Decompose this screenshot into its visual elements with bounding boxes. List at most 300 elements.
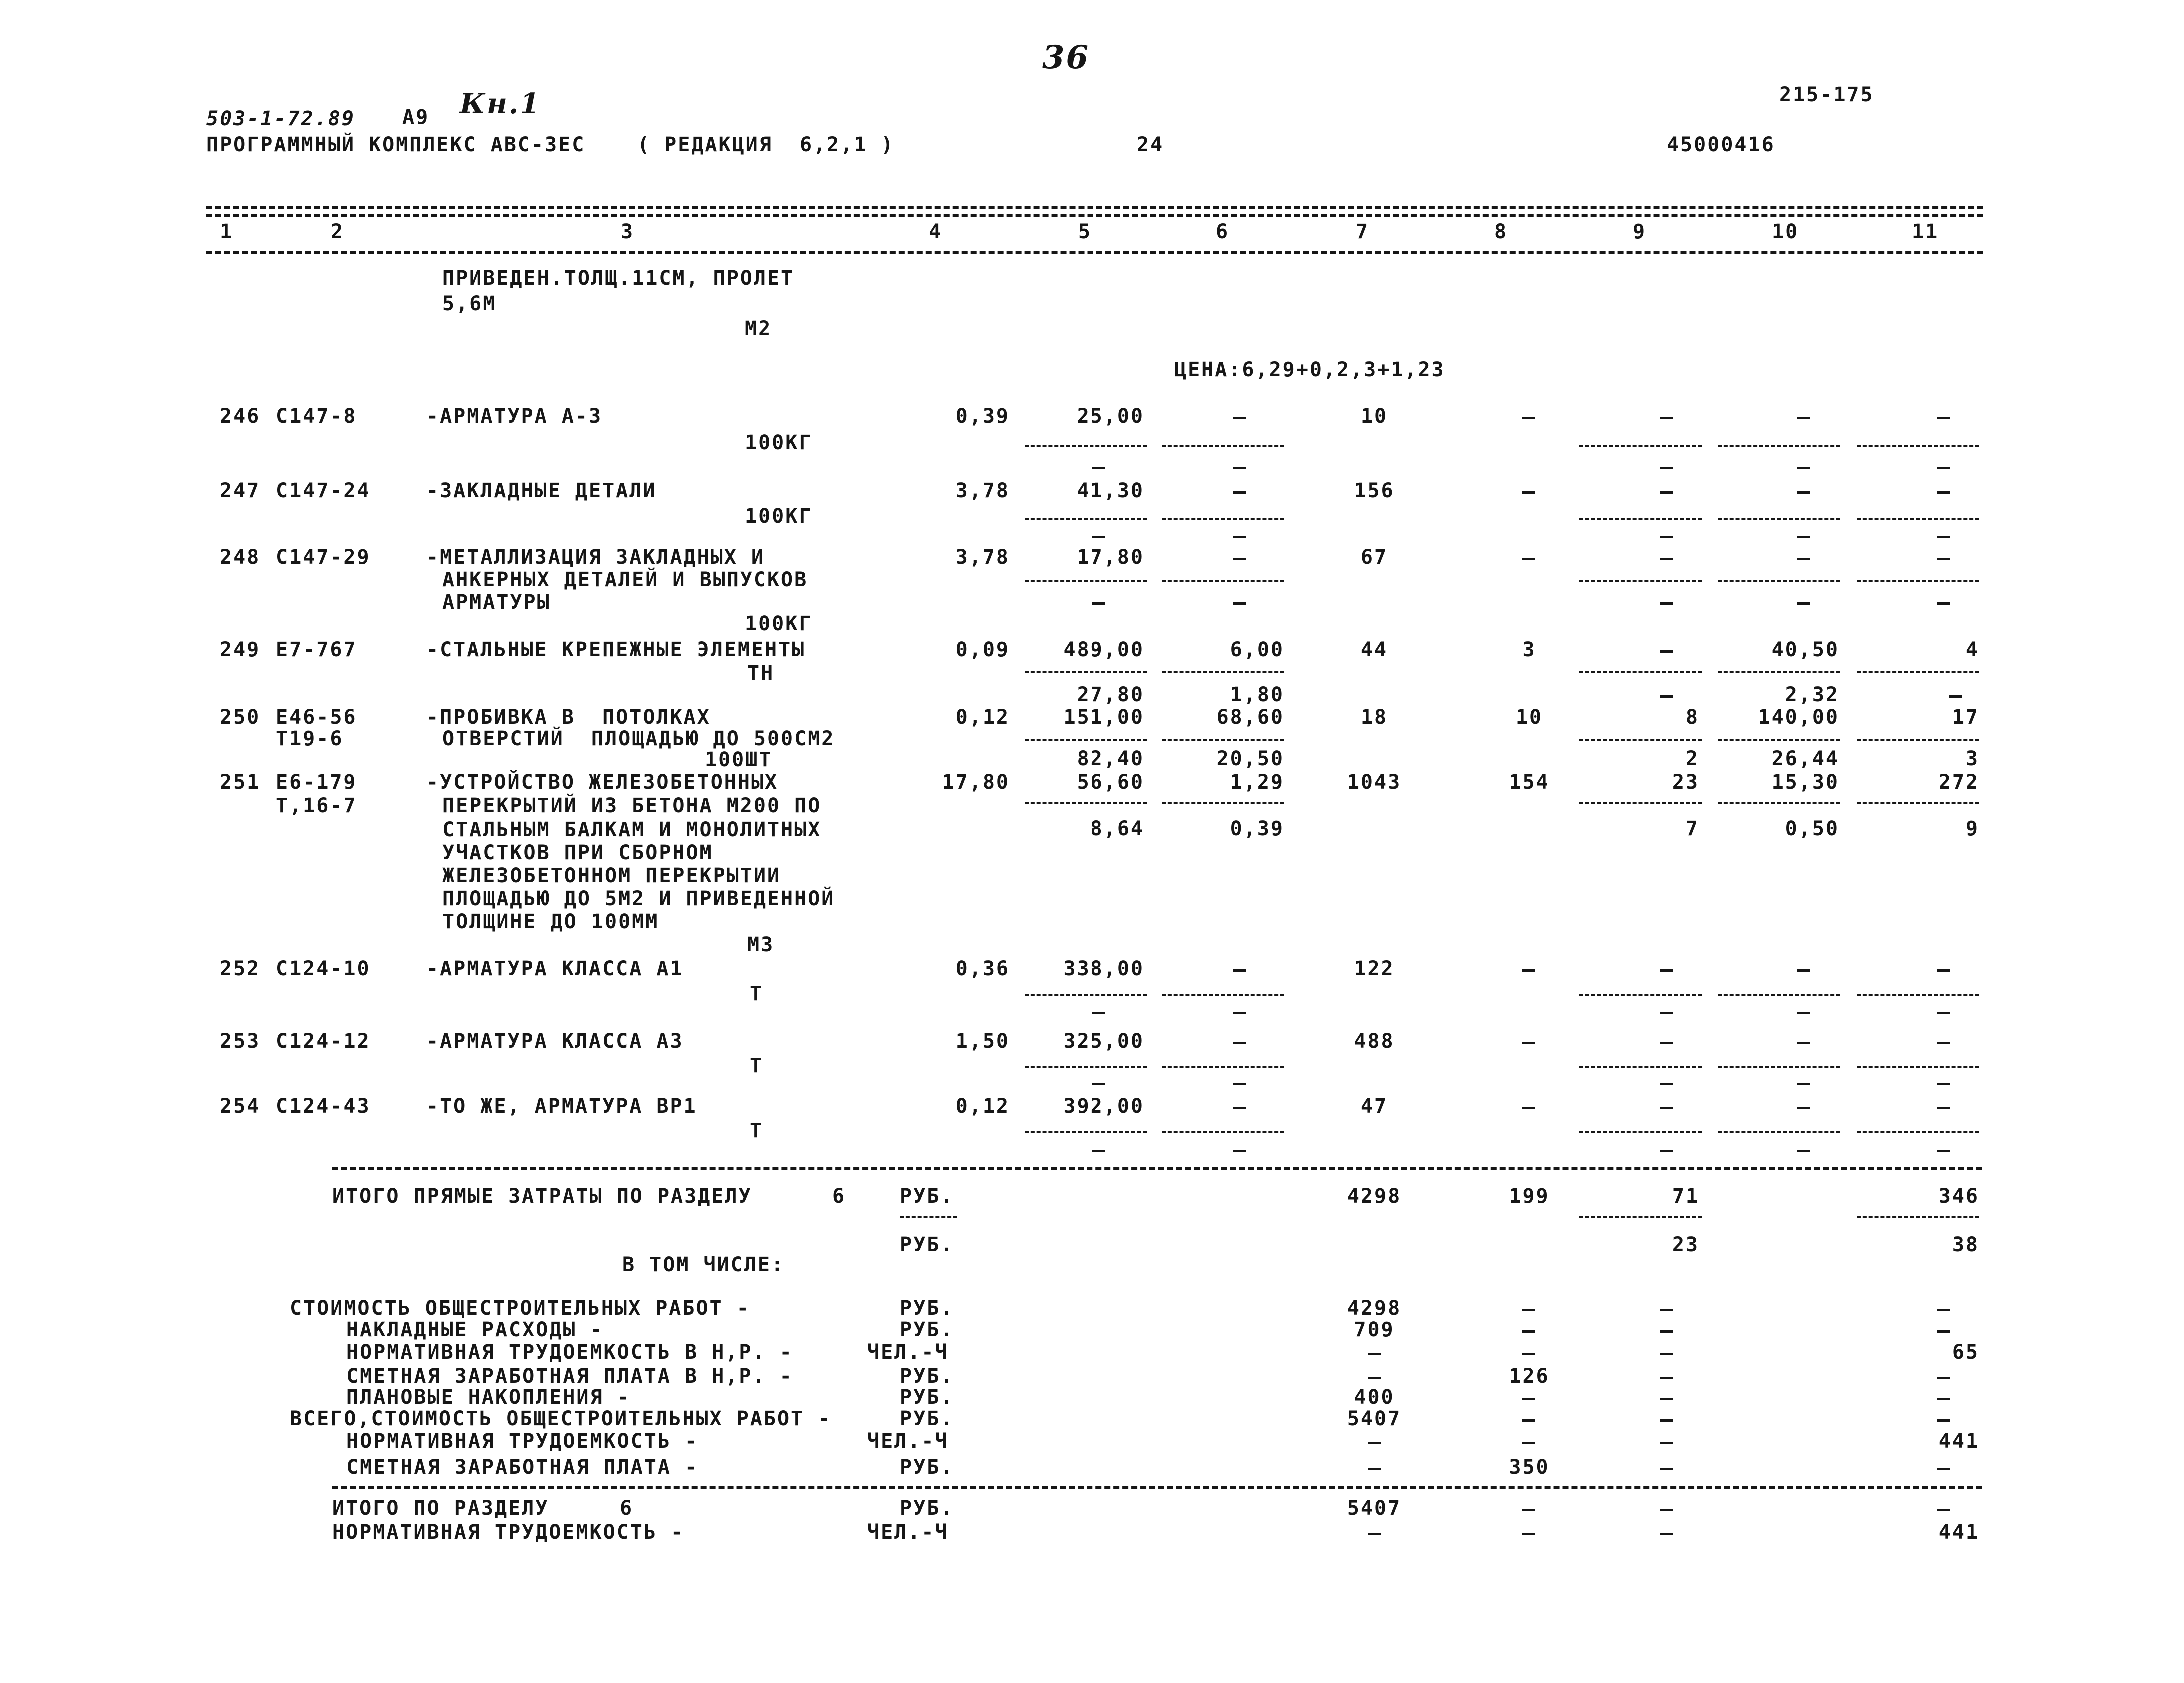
dash-col6-sub	[1233, 536, 1246, 538]
row-name: -ЗАКЛАДНЫЕ ДЕТАЛИ	[426, 479, 657, 502]
row-unit: Т	[750, 1054, 764, 1077]
col-header: 11	[1912, 220, 1939, 243]
row-qty: 0,39	[955, 405, 1010, 428]
row-col7: 122	[1354, 957, 1395, 980]
row-col5: 17,80	[1077, 546, 1144, 569]
row-separator	[1579, 1066, 1702, 1068]
dash-col9	[1660, 491, 1673, 494]
dash-col6	[1233, 558, 1246, 560]
dash-col6	[1233, 491, 1246, 494]
section-total-rule	[332, 1486, 1982, 1489]
dash-col7	[1368, 1533, 1381, 1535]
col-header: 4	[929, 220, 943, 243]
item-label: НАКЛАДНЫЕ РАСХОДЫ -	[346, 1318, 604, 1341]
dash-col8	[1522, 1107, 1535, 1109]
dash-col7	[1368, 1377, 1381, 1379]
row-name: -АРМАТУРА КЛАССА А1	[426, 957, 684, 980]
row-name: -АРМАТУРА А-3	[426, 405, 603, 428]
dash-col7	[1368, 1442, 1381, 1444]
row-qty: 17,80	[942, 771, 1010, 794]
item-col7: 5407	[1347, 1407, 1402, 1430]
item-unit: РУБ.	[900, 1407, 954, 1430]
row-separator	[1718, 1131, 1840, 1133]
row-col8: 10	[1515, 706, 1543, 729]
dash-col11	[1937, 1468, 1950, 1470]
section-total-col7: 5407	[1347, 1497, 1402, 1520]
row-col5-sub: 8,64	[1090, 817, 1144, 840]
dash-col11	[1937, 1309, 1950, 1311]
dash-col9-sub	[1660, 695, 1673, 698]
direct-costs-col7: 4298	[1347, 1185, 1402, 1208]
row-code: С124-43	[276, 1095, 371, 1118]
row-separator	[1162, 802, 1284, 804]
direct-costs-col9: 71	[1672, 1185, 1699, 1208]
item-col7: 400	[1354, 1386, 1395, 1409]
row-separator	[1162, 1066, 1284, 1068]
row-col5: 25,00	[1077, 405, 1144, 428]
dash-col9	[1660, 1353, 1673, 1355]
item-label: ПЛАНОВЫЕ НАКОПЛЕНИЯ -	[346, 1386, 631, 1409]
row-col7: 10	[1360, 405, 1388, 428]
row-col7: 18	[1360, 706, 1388, 729]
row-separator	[1857, 1066, 1979, 1068]
dash-col8	[1522, 969, 1535, 972]
row-qty: 0,12	[955, 706, 1010, 729]
item-unit: РУБ.	[900, 1297, 954, 1320]
dash-col11	[1937, 417, 1950, 419]
row-col7: 67	[1360, 546, 1388, 569]
row-unit: 100ШТ	[705, 748, 773, 771]
item-unit: ЧЕЛ.-Ч	[867, 1430, 949, 1453]
section-total-unit: РУБ.	[900, 1497, 954, 1520]
dash-col11	[1937, 1107, 1950, 1109]
dash-col8	[1522, 1442, 1535, 1444]
header-bottom-rule	[206, 251, 1983, 254]
col-header: 7	[1356, 220, 1370, 243]
row-separator	[1857, 994, 1979, 996]
row-number: 246	[220, 405, 261, 428]
including-label: В ТОМ ЧИСЛЕ:	[622, 1253, 785, 1276]
row-code: Е7-767	[276, 638, 357, 661]
row-name-line: ПЕРЕКРЫТИЙ ИЗ БЕТОНА М200 ПО	[442, 794, 822, 817]
row-separator	[1579, 994, 1702, 996]
item-unit: ЧЕЛ.-Ч	[867, 1341, 949, 1364]
item-unit: РУБ.	[900, 1386, 954, 1409]
dash-col9-sub	[1660, 1150, 1673, 1152]
row-col7: 488	[1354, 1030, 1395, 1053]
dash-col9	[1660, 1533, 1673, 1535]
item-unit: РУБ.	[900, 1456, 954, 1479]
row-col7: 44	[1360, 638, 1388, 661]
direct-costs-col11: 346	[1938, 1185, 1979, 1208]
dash-col11	[1937, 1398, 1950, 1400]
col-header: 5	[1078, 220, 1092, 243]
item-unit: РУБ.	[900, 1365, 954, 1388]
row-unit: М3	[747, 933, 775, 956]
dash-col10-sub	[1797, 1150, 1810, 1152]
dash-col8	[1522, 1042, 1535, 1044]
row-separator	[1718, 1066, 1840, 1068]
labor-total-unit: ЧЕЛ.-Ч	[867, 1521, 949, 1544]
row-col5: 392,00	[1063, 1095, 1144, 1118]
dash-col5-sub	[1092, 1012, 1105, 1014]
row-qty: 1,50	[955, 1030, 1010, 1053]
row-col5: 325,00	[1063, 1030, 1144, 1053]
row-separator	[1025, 1066, 1147, 1068]
row-separator	[1718, 671, 1840, 673]
dash-col5-sub	[1092, 602, 1105, 605]
dash-col5-sub	[1092, 467, 1105, 469]
item-col8: 350	[1509, 1456, 1550, 1479]
row-separator	[1579, 580, 1702, 582]
dash-col8	[1522, 1398, 1535, 1400]
dash-col5-sub	[1092, 1083, 1105, 1085]
row-col5-sub: 82,40	[1077, 747, 1144, 770]
dash-col10-sub	[1797, 1012, 1810, 1014]
dash-col9	[1660, 1419, 1673, 1422]
row-unit: Т	[750, 982, 764, 1005]
row-number: 248	[220, 546, 261, 569]
row-col11: 272	[1938, 771, 1979, 794]
dash-col9-sub	[1660, 602, 1673, 605]
row-separator	[1025, 445, 1147, 447]
object-code: 45000416	[1667, 133, 1775, 156]
row-separator	[1162, 739, 1284, 741]
row-col5: 56,60	[1077, 771, 1144, 794]
row-name-line: ТОЛЩИНЕ ДО 100ММ	[442, 910, 659, 933]
dash-col5-sub	[1092, 536, 1105, 538]
row-name-line: АНКЕРНЫХ ДЕТАЛЕЙ И ВЫПУСКОВ	[442, 568, 808, 591]
col-header: 2	[331, 220, 345, 243]
dash-col11-sub	[1937, 467, 1950, 469]
header-mid-rule	[206, 214, 1983, 217]
dash-col11-sub	[1937, 602, 1950, 605]
intro-unit: М2	[745, 317, 772, 340]
row-col6: 68,60	[1216, 706, 1284, 729]
program-name: ПРОГРАММНЫЙ КОМПЛЕКС АВС-3ЕС	[206, 133, 586, 156]
price-formula: ЦЕНА:6,29+0,2,3+1,23	[1174, 358, 1445, 381]
dash-col11	[1937, 1042, 1950, 1044]
dash-col11-sub	[1937, 1012, 1950, 1014]
dash-col10	[1797, 417, 1810, 419]
dash-col11	[1937, 969, 1950, 972]
dash-col9	[1660, 1107, 1673, 1109]
row-separator	[1162, 445, 1284, 447]
row-separator	[1857, 1131, 1979, 1133]
dash-col5-sub	[1092, 1150, 1105, 1152]
row-qty: 3,78	[955, 546, 1010, 569]
row-separator	[1162, 580, 1284, 582]
dash-col11	[1937, 1419, 1950, 1422]
row-separator	[1025, 802, 1147, 804]
dash-col6-sub	[1233, 602, 1246, 605]
dash-col9-sub	[1660, 536, 1673, 538]
row-separator	[1857, 445, 1979, 447]
dash-col11	[1937, 1377, 1950, 1379]
dash-col9	[1660, 1309, 1673, 1311]
header-top-rule	[206, 206, 1983, 209]
dash-col6-sub	[1233, 1083, 1246, 1085]
row-number: 251	[220, 771, 261, 794]
item-col8: 126	[1509, 1365, 1550, 1388]
row-separator	[1579, 518, 1702, 520]
item-label: ВСЕГО,СТОИМОСТЬ ОБЩЕСТРОИТЕЛЬНЫХ РАБОТ -	[290, 1407, 832, 1430]
row-name-line: ПЛОЩАДЬЮ ДО 5М2 И ПРИВЕДЕННОЙ	[442, 887, 835, 910]
dash-col10-sub	[1797, 467, 1810, 469]
row-name: -СТАЛЬНЫЕ КРЕПЕЖНЫЕ ЭЛЕМЕНТЫ	[426, 638, 806, 661]
row-col11-sub: 3	[1965, 747, 1979, 770]
totals-rule	[332, 1167, 1982, 1170]
dash-col7	[1368, 1468, 1381, 1470]
dash-col11	[1937, 1330, 1950, 1333]
dash-col9	[1660, 969, 1673, 972]
row-col7: 47	[1360, 1095, 1388, 1118]
row-separator	[1162, 994, 1284, 996]
row-col10: 140,00	[1758, 706, 1839, 729]
row-unit: ТН	[747, 662, 775, 685]
row-col10-sub: 26,44	[1771, 747, 1839, 770]
row-separator	[1579, 739, 1702, 741]
dash-col8	[1522, 417, 1535, 419]
dash-col10	[1797, 558, 1810, 560]
col-header: 3	[621, 220, 635, 243]
row-col5-sub: 27,80	[1077, 683, 1144, 706]
row-name-line: ЖЕЛЕЗОБЕТОННОМ ПЕРЕКРЫТИИ	[442, 864, 781, 887]
row-col6-sub: 20,50	[1216, 747, 1284, 770]
row-number: 253	[220, 1030, 261, 1053]
row-col7: 1043	[1347, 771, 1402, 794]
row-separator	[1025, 671, 1147, 673]
row-unit: 100КГ	[745, 612, 813, 635]
row-separator	[1579, 1131, 1702, 1133]
dash-col8	[1522, 1353, 1535, 1355]
row-code-line: Т,16-7	[276, 794, 357, 817]
dash-col9	[1660, 1042, 1673, 1044]
row-col5: 338,00	[1063, 957, 1144, 980]
item-label: СТОИМОСТЬ ОБЩЕСТРОИТЕЛЬНЫХ РАБОТ -	[290, 1297, 750, 1320]
row-col9-sub: 7	[1685, 817, 1699, 840]
item-unit: РУБ.	[900, 1318, 954, 1341]
dash-col6	[1233, 1107, 1246, 1109]
row-separator	[1025, 1131, 1147, 1133]
row-name: -АРМАТУРА КЛАССА А3	[426, 1030, 684, 1053]
row-name: -МЕТАЛЛИЗАЦИЯ ЗАКЛАДНЫХ И	[426, 546, 765, 569]
intro-line: ПРИВЕДЕН.ТОЛЩ.11СМ, ПРОЛЕТ	[442, 267, 795, 290]
dash-col6-sub	[1233, 1012, 1246, 1014]
dash-col9	[1660, 1509, 1673, 1511]
row-col6-sub: 0,39	[1230, 817, 1284, 840]
row-separator	[1579, 802, 1702, 804]
row-col11: 17	[1952, 706, 1979, 729]
row-unit: Т	[750, 1119, 764, 1142]
row-code: С147-24	[276, 479, 371, 502]
row-name-line: АРМАТУРЫ	[442, 591, 551, 614]
page-number: 36	[1042, 39, 1090, 76]
row-separator	[1162, 1131, 1284, 1133]
dash-col8	[1522, 1330, 1535, 1333]
row-name: -ПРОБИВКА В ПОТОЛКАХ	[426, 706, 711, 729]
row-col5: 489,00	[1063, 638, 1144, 661]
row-unit: 100КГ	[745, 505, 813, 528]
dash-col10-sub	[1797, 1083, 1810, 1085]
row-separator	[1718, 445, 1840, 447]
col-header: 6	[1216, 220, 1230, 243]
row-code-line: Т19-6	[276, 727, 344, 750]
row-col10: 40,50	[1771, 638, 1839, 661]
row-separator	[1718, 518, 1840, 520]
direct-costs-label: ИТОГО ПРЯМЫЕ ЗАТРАТЫ ПО РАЗДЕЛУ	[332, 1185, 752, 1208]
row-code: С124-10	[276, 957, 371, 980]
dash-col9	[1660, 1468, 1673, 1470]
row-separator	[1025, 580, 1147, 582]
direct-costs-separator	[1857, 1216, 1979, 1218]
row-separator	[1162, 518, 1284, 520]
row-col9-sub: 2	[1685, 747, 1699, 770]
dash-col9	[1660, 1398, 1673, 1400]
sheet-number: 24	[1137, 133, 1164, 156]
row-code: С124-12	[276, 1030, 371, 1053]
row-qty: 0,36	[955, 957, 1010, 980]
doc-code: 503-1-72.89	[206, 107, 355, 130]
dash-col9-sub	[1660, 1012, 1673, 1014]
row-separator	[1718, 580, 1840, 582]
row-col10: 15,30	[1771, 771, 1839, 794]
row-col8: 154	[1509, 771, 1550, 794]
col-header: 9	[1633, 220, 1647, 243]
dash-col8	[1522, 1509, 1535, 1511]
row-number: 249	[220, 638, 261, 661]
row-separator	[1857, 671, 1979, 673]
row-col11: 4	[1965, 638, 1979, 661]
row-qty: 0,12	[955, 1095, 1010, 1118]
col-header: 10	[1772, 220, 1799, 243]
row-col5: 41,30	[1077, 479, 1144, 502]
dash-col8	[1522, 1309, 1535, 1311]
row-separator	[1579, 445, 1702, 447]
dash-col9-sub	[1660, 1083, 1673, 1085]
row-separator	[1857, 802, 1979, 804]
book: Кн.1	[460, 87, 541, 120]
labor-total-col11: 441	[1938, 1521, 1979, 1544]
dash-col6	[1233, 969, 1246, 972]
row-col9: 8	[1685, 706, 1699, 729]
row-col10-sub: 0,50	[1785, 817, 1839, 840]
dash-col8	[1522, 1419, 1535, 1422]
row-col6: 6,00	[1230, 638, 1284, 661]
dash-col6-sub	[1233, 467, 1246, 469]
direct-costs-separator	[900, 1216, 957, 1218]
dash-col11-sub	[1949, 695, 1962, 698]
row-code: Е6-179	[276, 771, 357, 794]
stamp-number: 215-175	[1779, 83, 1874, 106]
direct-costs-section: 6	[832, 1185, 846, 1208]
row-separator	[1857, 518, 1979, 520]
dash-col11-sub	[1937, 1083, 1950, 1085]
dash-col10	[1797, 1107, 1810, 1109]
item-col7: 709	[1354, 1318, 1395, 1341]
dash-col9	[1660, 650, 1673, 653]
item-label: НОРМАТИВНАЯ ТРУДОЕМКОСТЬ В Н,Р. -	[346, 1341, 793, 1364]
intro-line: 5,6М	[442, 292, 497, 315]
dash-col10-sub	[1797, 602, 1810, 605]
dash-col9	[1660, 417, 1673, 419]
dash-col7	[1368, 1353, 1381, 1355]
row-name: -УСТРОЙСТВО ЖЕЛЕЗОБЕТОННЫХ	[426, 771, 779, 794]
dash-col8	[1522, 1533, 1535, 1535]
row-col9: 23	[1672, 771, 1699, 794]
direct-costs-separator	[1579, 1216, 1702, 1218]
row-separator	[1162, 671, 1284, 673]
dash-col11	[1937, 1509, 1950, 1511]
row-separator	[1025, 739, 1147, 741]
dash-col9	[1660, 1442, 1673, 1444]
row-separator	[1579, 671, 1702, 673]
row-separator	[1025, 518, 1147, 520]
direct-costs-col8: 199	[1509, 1185, 1550, 1208]
row-number: 252	[220, 957, 261, 980]
row-qty: 0,09	[955, 638, 1010, 661]
row-separator	[1857, 580, 1979, 582]
row-col7: 156	[1354, 479, 1395, 502]
row-separator	[1025, 994, 1147, 996]
item-label: СМЕТНАЯ ЗАРАБОТНАЯ ПЛАТА -	[346, 1456, 699, 1479]
col-header: 8	[1494, 220, 1508, 243]
labor-total-label: НОРМАТИВНАЯ ТРУДОЕМКОСТЬ -	[332, 1521, 685, 1544]
section-total-section: 6	[620, 1497, 634, 1520]
dash-col10	[1797, 491, 1810, 494]
row-separator	[1857, 739, 1979, 741]
dash-col9	[1660, 1330, 1673, 1333]
row-col6-sub: 1,80	[1230, 683, 1284, 706]
col-header: 1	[220, 220, 234, 243]
dash-col6	[1233, 1042, 1246, 1044]
row-code: С147-29	[276, 546, 371, 569]
dash-col11-sub	[1937, 1150, 1950, 1152]
dash-col10-sub	[1797, 536, 1810, 538]
row-qty: 3,78	[955, 479, 1010, 502]
dash-col11	[1937, 558, 1950, 560]
dash-col10	[1797, 969, 1810, 972]
dash-col10	[1797, 1042, 1810, 1044]
dash-col6	[1233, 417, 1246, 419]
album: А9	[402, 106, 430, 129]
dash-col9-sub	[1660, 467, 1673, 469]
row-code: Е46-56	[276, 706, 357, 729]
row-separator	[1718, 802, 1840, 804]
direct-costs-col11-sub: 38	[1952, 1233, 1979, 1256]
row-number: 247	[220, 479, 261, 502]
dash-col9	[1660, 558, 1673, 560]
dash-col8	[1522, 491, 1535, 494]
row-name-line: УЧАСТКОВ ПРИ СБОРНОМ	[442, 841, 713, 864]
item-label: СМЕТНАЯ ЗАРАБОТНАЯ ПЛАТА В Н,Р. -	[346, 1365, 793, 1388]
dash-col11-sub	[1937, 536, 1950, 538]
row-number: 250	[220, 706, 261, 729]
row-name: -ТО ЖЕ, АРМАТУРА ВР1	[426, 1095, 697, 1118]
row-name-line: ОТВЕРСТИЙ ПЛОЩАДЬЮ ДО 500СМ2	[442, 727, 835, 750]
item-col7: 4298	[1347, 1297, 1402, 1320]
row-col6: 1,29	[1230, 771, 1284, 794]
row-col8: 3	[1522, 638, 1536, 661]
row-number: 254	[220, 1095, 261, 1118]
row-unit: 100КГ	[745, 431, 813, 454]
dash-col8	[1522, 558, 1535, 560]
row-separator	[1718, 739, 1840, 741]
row-separator	[1718, 994, 1840, 996]
dash-col6-sub	[1233, 1150, 1246, 1152]
direct-costs-unit-2: РУБ.	[900, 1233, 954, 1256]
section-total-label: ИТОГО ПО РАЗДЕЛУ	[332, 1497, 549, 1520]
